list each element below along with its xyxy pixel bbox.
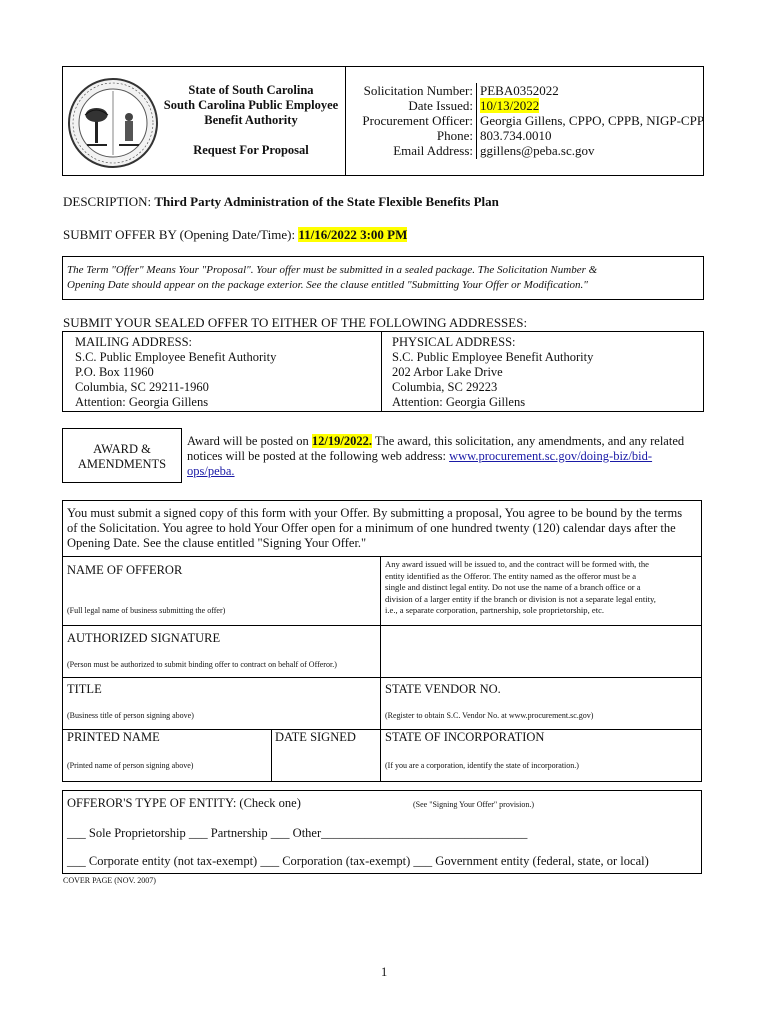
form-rule: [63, 677, 701, 678]
title-label: TITLE: [67, 682, 102, 696]
description-value: Third Party Administration of the State Flexible Benefits Plan: [154, 194, 499, 209]
description: [63, 194, 499, 210]
offer-form: [62, 500, 702, 782]
award-label: AWARD &: [93, 442, 151, 456]
org-line: State of South Carolina: [188, 83, 314, 97]
entity-type-options-row2[interactable]: ___ Corporate entity (not tax-exempt) ___ Corporation (tax-exempt) ___ Government entity (federal, state, or local): [67, 854, 649, 868]
addresses-box: [62, 331, 704, 412]
vendor-no-label: STATE VENDOR NO.: [385, 682, 501, 696]
award-note: Any award issued will be issued to, and the contract will be formed with, the entity identified as the Offeror. The entity named as the offeror must be a single and distinct legal entity. Do not use the name of a branch office or a division of a larger entity if the branch or division is not a separate legal entity, i.e., a separate corporation, partnership, sole proprietorship, etc.: [385, 559, 656, 615]
physical-address-line: Columbia, SC 29223: [392, 380, 498, 394]
header-values: [480, 83, 705, 158]
header-box: [62, 66, 704, 176]
submit-by: [63, 227, 407, 243]
submit-by-label: SUBMIT OFFER BY (Opening Date/Time):: [63, 227, 296, 242]
mailing-address-line: S.C. Public Employee Benefit Authority: [75, 350, 277, 364]
form-intro: [67, 506, 682, 551]
physical-address-line: Attention: Georgia Gillens: [392, 395, 526, 409]
form-rule: [63, 556, 701, 557]
award-label: AMENDMENTS: [77, 457, 167, 471]
form-intro-line: of the Solicitation. You agree to hold Your Offer open for a minimum of one hundred twenty (120) calendar days after the: [67, 521, 676, 535]
page-number: 1: [381, 965, 388, 979]
procurement-link-cont[interactable]: ops/peba.: [187, 464, 235, 478]
name-of-offeror-label: NAME OF OFFEROR: [67, 563, 183, 577]
cover-page-label: COVER PAGE (NOV. 2007): [63, 876, 156, 885]
phone-label: Phone:: [436, 128, 473, 143]
name-of-offeror-field[interactable]: (Full legal name of business submitting the offer): [67, 606, 226, 615]
email-label: Email Address:: [393, 143, 473, 158]
procurement-officer-label: Procurement Officer:: [362, 113, 473, 128]
award-date: 12/19/2022.: [311, 434, 372, 448]
mailing-address-line: P.O. Box 11960: [75, 365, 154, 379]
solicitation-number-value: PEBA0352022: [480, 83, 559, 98]
entity-type-options-row1[interactable]: ___ Sole Proprietorship ___ Partnership ___ Other_________________________________: [67, 826, 528, 840]
org-line: South Carolina Public Employee: [163, 98, 339, 112]
description-label: DESCRIPTION:: [63, 194, 152, 209]
title-field[interactable]: (Business title of person signing above): [67, 711, 194, 720]
entity-type-heading: OFFEROR'S TYPE OF ENTITY: (Check one): [67, 796, 301, 810]
physical-address-heading: PHYSICAL ADDRESS:: [392, 335, 516, 349]
submit-by-value: 11/16/2022 3:00 PM: [298, 227, 408, 242]
form-divider: [380, 556, 381, 781]
notice-box: [62, 256, 704, 300]
procurement-link[interactable]: www.procurement.sc.gov/doing-biz/bid-: [449, 449, 653, 463]
award-label-box: [62, 428, 182, 483]
printed-name-label: PRINTED NAME: [67, 730, 160, 744]
mailing-address-heading: MAILING ADDRESS:: [75, 335, 193, 349]
physical-address: [392, 335, 593, 410]
doc-type: Request For Proposal: [193, 143, 309, 157]
printed-name-field[interactable]: (Printed name of person signing above): [67, 761, 194, 770]
procurement-officer-value: Georgia Gillens, CPPO, CPPB, NIGP-CPP: [480, 113, 705, 128]
physical-address-line: S.C. Public Employee Benefit Authority: [392, 350, 594, 364]
notice-line: The Term "Offer" Means Your "Proposal". Your offer must be submitted in a sealed package. The Solicitation Number &: [67, 264, 598, 276]
mailing-address-line: Attention: Georgia Gillens: [75, 395, 209, 409]
solicitation-number-label: Solicitation Number:: [363, 83, 473, 98]
org-name: [161, 83, 341, 128]
date-issued-label: Date Issued:: [408, 98, 473, 113]
state-seal-logo: [67, 77, 159, 169]
date-issued-value: 10/13/2022: [480, 98, 540, 113]
physical-address-line: 202 Arbor Lake Drive: [392, 365, 503, 379]
signing-offer-note: (See "Signing Your Offer" provision.): [413, 800, 535, 809]
header-labels: [347, 83, 473, 158]
mailing-address-line: Columbia, SC 29211-1960: [75, 380, 209, 394]
addresses-heading: SUBMIT YOUR SEALED OFFER TO EITHER OF THE FOLLOWING ADDRESSES:: [63, 315, 528, 330]
state-of-incorporation-field[interactable]: (If you are a corporation, identify the state of incorporation.): [385, 761, 579, 770]
date-signed-field[interactable]: DATE SIGNED: [275, 730, 356, 744]
mailing-address: [75, 335, 276, 410]
org-line: Benefit Authority: [204, 113, 298, 127]
form-divider-date: [271, 729, 272, 781]
form-intro-line: Opening Date. See the clause entitled "Signing Your Offer.": [67, 536, 367, 550]
award-text: Award will be posted on 12/19/2022. The award, this solicitation, any amendments, and any related notices will be posted at the following web address: www.procurement.sc.gov/doing-biz/bid- ops/peba.: [187, 434, 685, 478]
phone-value: 803.734.0010: [480, 128, 552, 143]
form-intro-line: You must submit a signed copy of this form with your Offer. By submitting a proposal, You agree to be bound by the terms: [67, 506, 683, 520]
state-of-incorporation-label: STATE OF INCORPORATION: [385, 730, 545, 744]
header-values-divider: [476, 83, 477, 159]
form-rule: [63, 625, 701, 626]
entity-type-box: [62, 790, 702, 874]
addresses-divider: [381, 332, 382, 411]
header-divider: [345, 67, 346, 175]
authorized-signature-label: AUTHORIZED SIGNATURE: [67, 631, 221, 645]
email-value: ggillens@peba.sc.gov: [480, 143, 595, 158]
notice-line: Opening Date should appear on the package exterior. See the clause entitled "Submitting Your Offer or Modification.": [67, 279, 588, 291]
authorized-signature-field[interactable]: (Person must be authorized to submit binding offer to contract on behalf of Offeror.): [67, 660, 337, 669]
vendor-no-field[interactable]: (Register to obtain S.C. Vendor No. at www.procurement.sc.gov): [385, 711, 594, 720]
